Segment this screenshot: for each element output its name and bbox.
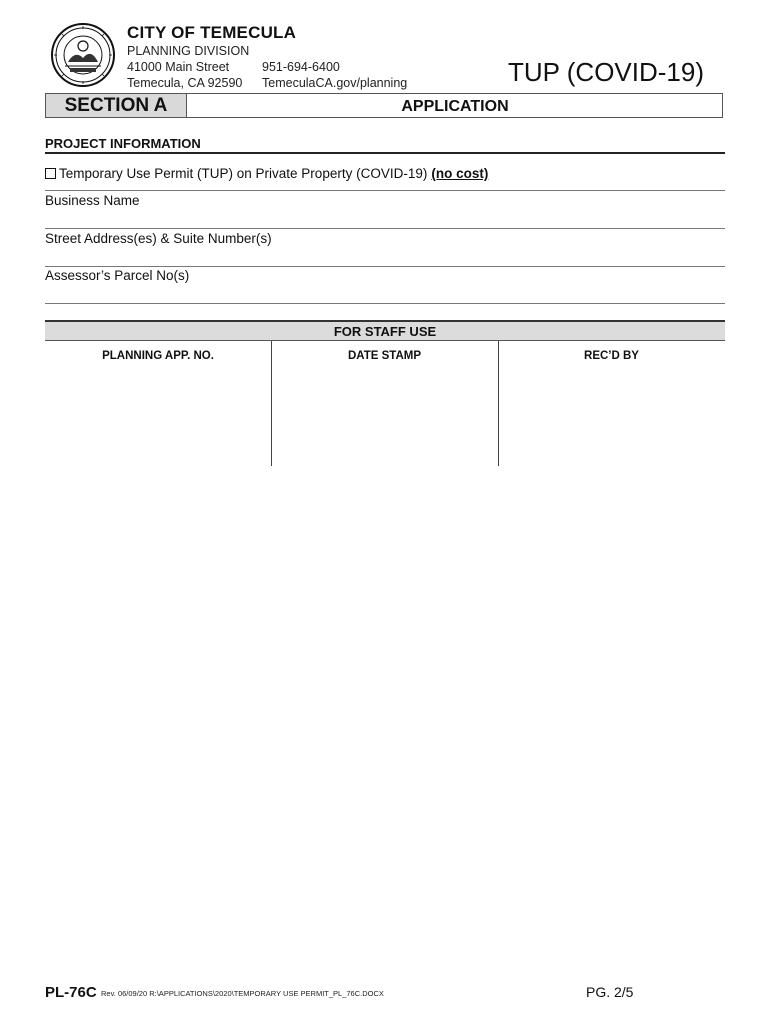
no-cost-note: (no cost) (431, 166, 489, 181)
section-label: SECTION A (46, 94, 187, 117)
parcel-no-field[interactable] (45, 303, 725, 304)
tup-checkbox-label: Temporary Use Permit (TUP) on Private Property (COVID-19) (59, 166, 428, 181)
city-state-zip: Temecula, CA 92590 (127, 76, 243, 90)
street-address-field[interactable] (45, 266, 725, 267)
field-divider (45, 190, 725, 191)
footer-revision: Rev. 06/09/20 R:\APPLICATIONS\2020\TEMPORARY USE PERMIT_PL_76C.DOCX (101, 989, 384, 998)
street-address-label: Street Address(es) & Suite Number(s) (45, 231, 272, 246)
column-divider (271, 341, 272, 466)
business-name-label: Business Name (45, 193, 140, 208)
phone-number: 951-694-6400 (262, 60, 340, 74)
date-stamp-label: DATE STAMP (347, 350, 422, 362)
tup-checkbox[interactable] (45, 168, 56, 179)
business-name-field[interactable] (45, 228, 725, 229)
city-name: CITY OF TEMECULA (127, 23, 297, 42)
staff-use-heading: FOR STAFF USE (45, 320, 725, 341)
footer-form-code: PL-76C (45, 984, 97, 1001)
heading-divider (45, 152, 725, 154)
page-number: PG. 2/5 (586, 984, 634, 1000)
tup-checkbox-row[interactable] (45, 166, 488, 181)
project-info-heading: PROJECT INFORMATION (45, 136, 201, 151)
website-link[interactable]: TemeculaCA.gov/planning (262, 76, 408, 90)
parcel-no-label: Assessor’s Parcel No(s) (45, 268, 190, 283)
city-seal-icon (50, 22, 116, 88)
division-name: PLANNING DIVISION (127, 44, 250, 58)
planning-app-no-label: PLANNING APP. NO. (102, 350, 214, 362)
recd-by-label: REC’D BY (584, 350, 639, 362)
section-title: APPLICATION (401, 98, 509, 115)
form-title: TUP (COVID-19) (508, 57, 704, 87)
street-address: 41000 Main Street (127, 60, 230, 74)
column-divider (498, 341, 499, 466)
